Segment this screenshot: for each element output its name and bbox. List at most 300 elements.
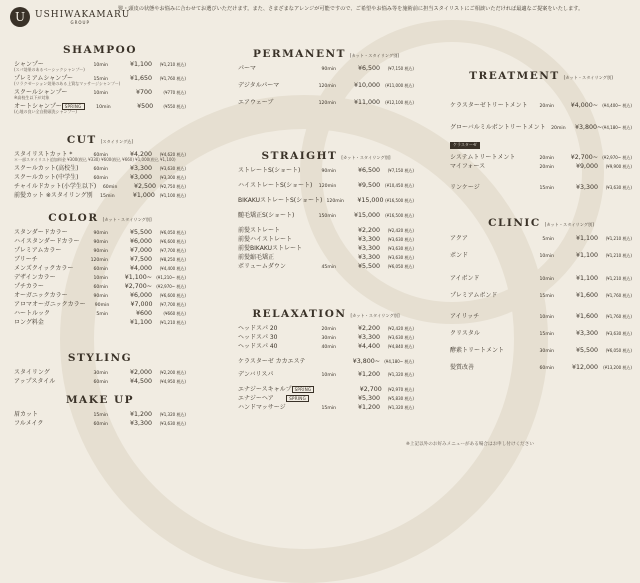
- item-time: 10min: [539, 254, 554, 259]
- item-name: 髄毛矯正S(ショート): [238, 212, 295, 219]
- section-note: [カット・スタイリング別]: [341, 155, 391, 160]
- item-name: 前髪カット ※スタイリング別: [14, 192, 93, 199]
- item-price: ¥7,000: [130, 301, 153, 308]
- item-name: アクア: [450, 235, 468, 242]
- section-title: PERMANENT: [252, 48, 346, 60]
- item-price: ¥3,000: [129, 174, 152, 181]
- item-name: 前髪ハイストレート: [238, 236, 292, 243]
- menu-item: [238, 210, 414, 219]
- item-tax: (¥550 税込): [163, 104, 186, 109]
- item-price: ¥3,800~: [352, 358, 380, 365]
- item-tax: (¥1,320 税込): [387, 405, 414, 410]
- menu-item: [14, 290, 186, 299]
- item-price: ¥1,600: [575, 292, 598, 299]
- item-time: 10min: [93, 276, 108, 281]
- item-tax: (¥11,000 税込): [385, 83, 414, 88]
- section-color: [14, 212, 186, 326]
- section-note: [カット・スタイリング別]: [349, 53, 400, 58]
- menu-item: [238, 332, 414, 341]
- section-clinic: [450, 217, 632, 371]
- section-straight: [238, 150, 414, 270]
- section-note: [スタイリング込]: [100, 139, 134, 144]
- item-time: 120min: [318, 184, 337, 189]
- item-price: ¥3,300: [357, 254, 380, 261]
- menu-item: [450, 122, 632, 131]
- item-tax: (¥7,150 税込): [387, 66, 414, 71]
- item-time: 20min: [321, 327, 336, 332]
- item-name: 前髪縮毛矯正: [238, 254, 275, 261]
- item-price: ¥4,500: [129, 378, 152, 385]
- item-name: スクールシャンプー: [14, 89, 68, 96]
- item-name: エナジースキャルプ: [238, 386, 292, 393]
- item-price: ¥2,700~: [570, 154, 598, 161]
- item-price: ¥2,000: [129, 369, 152, 376]
- item-tax: (¥6,050 税込): [605, 348, 632, 353]
- item-time: 60min: [93, 267, 108, 272]
- item-time: 90min: [93, 240, 108, 245]
- item-time: 15min: [539, 332, 554, 337]
- menu-item: [14, 172, 186, 181]
- item-tax: (¥4,620 税込): [159, 152, 186, 157]
- item-tax: (¥3,630 税込): [387, 335, 414, 340]
- item-price: ¥3,300: [129, 165, 152, 172]
- item-tax: (¥7,150 税込): [387, 168, 414, 173]
- item-name: スタイリストカット *: [14, 151, 73, 158]
- item-price: ¥3,300: [357, 236, 380, 243]
- item-time: 150min: [318, 214, 336, 219]
- item-name: ハイスタンダードカラー: [14, 238, 80, 245]
- item-tax: (¥660 税込): [163, 311, 186, 316]
- menu-item: [238, 402, 414, 411]
- item-tax: (¥1,210 税込): [159, 320, 186, 325]
- item-desc: ＊一部スタイリスト追加料金 ¥300(税込 ¥330) ¥600(税込 ¥660) ¥1,000(税込 ¥1,100): [14, 157, 176, 162]
- item-price: ¥6,500: [357, 65, 380, 72]
- item-tax: (¥1,210 税込): [605, 276, 632, 281]
- item-time: 90min: [93, 231, 108, 236]
- item-name: 前髪ストレート: [238, 227, 281, 234]
- item-tax: (¥4,400 税込): [159, 266, 186, 271]
- item-price: ¥2,500: [134, 183, 157, 190]
- item-name: プレミアムカラー: [14, 247, 62, 254]
- item-name: エアウェーブ: [238, 99, 274, 106]
- item-time: 15min: [539, 294, 554, 299]
- item-tax: (¥3,630 税込): [387, 255, 414, 260]
- item-time: 30min: [93, 371, 108, 376]
- item-tax: (¥4,180~ 税込): [384, 359, 414, 364]
- item-tax: (¥6,050 税込): [159, 230, 186, 235]
- item-price: ¥2,200: [357, 227, 380, 234]
- menu-item: [14, 409, 186, 418]
- item-tax: (¥4,950 税込): [159, 379, 186, 384]
- section-relaxation: [238, 308, 414, 411]
- logo-sub: GROUP: [70, 19, 90, 25]
- item-name: ケラスターゼ カカエステ: [238, 358, 306, 365]
- menu-item: [450, 250, 632, 259]
- section-title: CLINIC: [488, 217, 541, 229]
- item-price: ¥1,100: [129, 61, 152, 68]
- item-tax: (¥6,600 税込): [159, 239, 186, 244]
- item-name: ケラスターゼトリートメント: [450, 102, 528, 109]
- item-time: 90min: [321, 67, 336, 72]
- menu-item: [238, 234, 414, 243]
- logo: [10, 7, 130, 27]
- menu-item: [450, 100, 632, 109]
- item-time: 60min: [93, 285, 108, 290]
- item-price: ¥4,400: [357, 343, 380, 350]
- item-tax: (¥3,630 税込): [159, 166, 186, 171]
- item-price: ¥15,000: [357, 197, 384, 204]
- item-desc: ※高校生以下が対象: [14, 95, 50, 100]
- item-name: ブリーチ: [14, 256, 38, 263]
- item-name: アイリッチ: [450, 313, 480, 320]
- item-tax: (¥2,970 税込): [387, 387, 415, 392]
- item-name: ハートルック: [14, 310, 51, 317]
- section-treatment: [450, 70, 632, 191]
- menu-item: [238, 180, 414, 189]
- item-time: 5min: [96, 312, 108, 317]
- header: [0, 0, 640, 34]
- section-note: [カット・スタイリング別]: [350, 313, 400, 318]
- menu-item: [450, 182, 632, 191]
- intro-text: 髪・頭皮の状態やお悩みに合わせてお選びいただけます。また、さまざまなアレンジが可能ですので、ご希望やお悩み等を施術前に担当スタイリストにご相談いただければ最適なご提案をいたします。: [118, 6, 584, 12]
- section-title: CUT: [66, 134, 97, 146]
- menu-item: [238, 384, 414, 393]
- item-tax: (¥10,450 税込): [385, 183, 414, 188]
- item-time: 120min: [318, 84, 336, 89]
- item-price: ¥700: [135, 89, 152, 96]
- item-name: 眉カット: [14, 411, 38, 418]
- item-tax: (¥4,840 税込): [387, 344, 414, 349]
- item-name: BIKAKUストレートS(ショート): [238, 197, 323, 204]
- item-tax: (¥1,320 税込): [387, 372, 414, 377]
- item-time: 10min: [539, 277, 554, 282]
- item-name: エナジーヘア: [238, 395, 274, 402]
- menu-item: [450, 362, 632, 371]
- menu-item: [450, 152, 632, 161]
- menu-item: [14, 227, 186, 236]
- item-time: 15min: [321, 406, 336, 411]
- item-price: ¥3,300: [129, 420, 152, 427]
- menu-item: [450, 311, 632, 320]
- item-name: システムトリートメント: [450, 154, 516, 161]
- item-name: パーマ: [238, 65, 257, 72]
- section-permanent: [238, 48, 414, 106]
- item-name: ヘッドスパ 40: [238, 343, 278, 350]
- item-tax: (¥1,760 税込): [159, 76, 186, 81]
- item-tax: (¥9,900 税込): [605, 164, 632, 169]
- item-time: 30min: [321, 336, 336, 341]
- item-price: ¥5,500: [575, 347, 598, 354]
- item-name: アロマオーガニックカラー: [14, 301, 86, 308]
- item-name: デジタルパーマ: [238, 82, 280, 89]
- menu-item: [238, 243, 414, 252]
- item-name: プチカラー: [14, 283, 44, 290]
- spring-badge: SPRING: [292, 386, 315, 393]
- item-tax: (¥3,630 税込): [605, 185, 632, 190]
- item-tax: (¥3,630 税込): [605, 331, 632, 336]
- section-title: MAKE UP: [65, 394, 135, 406]
- menu-item: [450, 161, 632, 170]
- item-tax: (¥13,200 税込): [603, 365, 632, 370]
- item-time: 60min: [102, 185, 118, 190]
- menu-item: [14, 263, 186, 272]
- logo-mark: U: [10, 7, 30, 27]
- item-name: ヘッドスパ 30: [238, 334, 278, 341]
- item-time: 15min: [93, 413, 108, 418]
- item-time: 10min: [93, 91, 108, 96]
- section-title: TREATMENT: [469, 70, 560, 82]
- item-name: スクールカット(高校生): [14, 165, 79, 172]
- item-tax: (¥6,050 税込): [387, 264, 414, 269]
- menu-item: [14, 254, 186, 263]
- menu-item: [14, 163, 186, 172]
- item-price: ¥7,000: [129, 247, 152, 254]
- item-tax: (¥3,630 税込): [387, 246, 414, 251]
- item-time: 45min: [321, 265, 336, 270]
- item-time: 15min: [539, 186, 554, 191]
- item-price: ¥1,100: [575, 252, 598, 259]
- item-price: ¥11,000: [353, 99, 380, 106]
- item-name: アイボンド: [450, 275, 480, 282]
- item-tax: (¥2,200 税込): [159, 370, 186, 375]
- item-price: ¥7,500: [129, 256, 152, 263]
- item-name: スタイリング: [14, 369, 50, 376]
- item-price: ¥6,500: [357, 167, 380, 174]
- item-time: 10min: [93, 63, 108, 68]
- item-price: ¥2,700: [359, 386, 382, 393]
- menu-item: [238, 323, 414, 332]
- section-note: [カット・スタイリング別]: [544, 222, 594, 227]
- section-title: RELAXATION: [252, 308, 347, 320]
- menu-item: [14, 281, 186, 290]
- item-tax: (¥1,210 税込): [605, 236, 632, 241]
- item-price: ¥5,500: [357, 263, 380, 270]
- item-tax: (¥2,970~ 税込): [156, 284, 186, 289]
- item-desc: (スパ効果のあるベーシックシャンプー): [14, 67, 85, 72]
- item-tax: (¥8,250 税込): [159, 257, 186, 262]
- item-name: デザインカラー: [14, 274, 56, 281]
- item-price: ¥9,000: [575, 163, 598, 170]
- item-name: 前髪BIKAKUストレート: [238, 245, 302, 252]
- item-name: デンバリスパ: [238, 371, 274, 378]
- item-time: 90min: [93, 294, 108, 299]
- footer-note: ※上記以外のお好みメニューがある場合はお申し付けください: [406, 442, 534, 447]
- item-time: 40min: [321, 345, 336, 350]
- section-note: [カット・スタイリング別]: [563, 75, 613, 80]
- menu-item: [14, 272, 186, 281]
- menu-item: [14, 181, 186, 190]
- menu-item: [450, 290, 632, 299]
- item-name: マイフォース: [450, 163, 486, 170]
- item-name: ロング料金: [14, 319, 44, 326]
- section-styling: [14, 352, 186, 385]
- item-name: プレミアムボンド: [450, 292, 498, 299]
- menu-item: [238, 393, 414, 402]
- item-time: 20min: [551, 126, 566, 131]
- item-time: 20min: [539, 165, 554, 170]
- item-price: ¥6,000: [129, 238, 152, 245]
- item-price: ¥1,650: [129, 75, 152, 82]
- item-name: ストレートS(ショート): [238, 167, 301, 174]
- item-name: フルメイク: [14, 420, 44, 427]
- menu-item: [238, 63, 414, 72]
- item-tax: (¥1,210~ 税込): [156, 275, 186, 280]
- item-tax: (¥6,600 税込): [159, 293, 186, 298]
- section-cut: [14, 134, 186, 199]
- menu-item: [14, 418, 186, 427]
- item-price: ¥5,500: [129, 229, 152, 236]
- item-tax: (¥1,760 税込): [605, 314, 632, 319]
- item-name: スクールカット(中学生): [14, 174, 79, 181]
- item-time: 120min: [326, 199, 344, 204]
- menu-item: [450, 328, 632, 337]
- item-price: ¥3,300: [575, 330, 598, 337]
- item-price: ¥1,100: [575, 275, 598, 282]
- item-time: 20min: [539, 156, 554, 161]
- item-tax: (¥3,300 税込): [159, 175, 186, 180]
- item-tax: (¥1,320 税込): [159, 412, 186, 417]
- spring-badge: SPRING: [286, 395, 309, 402]
- item-price: ¥10,000: [353, 82, 380, 89]
- section-title: COLOR: [48, 212, 99, 224]
- menu-item: [238, 261, 414, 270]
- section-title: STYLING: [67, 352, 133, 364]
- menu-item: [14, 299, 186, 308]
- item-tax: (¥2,970~ 税込): [602, 155, 632, 160]
- item-name: ハイストレートS(ショート): [238, 182, 313, 189]
- item-tax: (¥3,630 税込): [387, 237, 414, 242]
- item-time: 5min: [542, 237, 554, 242]
- menu-item: [238, 165, 414, 174]
- menu-item: [238, 369, 414, 378]
- item-time: 10min: [321, 373, 336, 378]
- item-price: ¥4,000~: [570, 102, 598, 109]
- item-tax: (¥1,210 税込): [159, 62, 186, 67]
- item-tax: (¥16,500 税込): [385, 198, 414, 203]
- menu-item: [238, 356, 414, 365]
- item-name: オートシャンプー: [14, 103, 62, 110]
- item-tax: (¥1,100 税込): [159, 193, 186, 198]
- item-time: 30min: [539, 349, 554, 354]
- item-price: ¥4,000: [129, 265, 152, 272]
- menu-item: [238, 80, 414, 89]
- item-tax: (¥4,400~ 税込): [602, 103, 632, 108]
- item-price: ¥1,100: [575, 235, 598, 242]
- item-time: 60min: [93, 153, 108, 158]
- item-time: 60min: [93, 176, 108, 181]
- item-price: ¥600: [135, 310, 152, 317]
- item-time: 90min: [93, 249, 108, 254]
- item-tax: (¥2,420 税込): [387, 228, 414, 233]
- item-name: スタンダードカラー: [14, 229, 68, 236]
- menu-item: [14, 245, 186, 254]
- item-tax: (¥770 税込): [163, 90, 186, 95]
- item-tax: (¥3,630 税込): [159, 421, 186, 426]
- item-price: ¥2,200: [357, 325, 380, 332]
- item-price: ¥1,200: [357, 404, 380, 411]
- item-price: ¥3,800~: [574, 124, 603, 131]
- spring-badge: SPRING: [62, 103, 85, 110]
- menu-item: [14, 317, 186, 326]
- item-price: ¥1,100~: [124, 274, 152, 281]
- item-time: 15min: [100, 194, 115, 199]
- menu-item: [238, 341, 414, 350]
- item-price: ¥6,000: [129, 292, 152, 299]
- item-price: ¥12,000: [571, 364, 598, 371]
- item-time: 120min: [90, 258, 108, 263]
- item-price: ¥3,300: [575, 184, 598, 191]
- item-time: 20min: [539, 104, 554, 109]
- item-name: 髪質改善: [450, 364, 475, 371]
- logo-text: USHIWAKAMARU: [35, 9, 131, 20]
- item-price: ¥1,000: [132, 192, 155, 199]
- item-tax: (¥12,100 税込): [385, 100, 414, 105]
- item-price: ¥5,300: [357, 395, 380, 402]
- item-desc: (リラクゼーション効果のある上質なマッサージシャンプー): [14, 81, 121, 86]
- item-tax: (¥7,700 税込): [159, 248, 186, 253]
- item-price: ¥15,000: [353, 212, 380, 219]
- item-time: 90min: [94, 303, 110, 308]
- item-price: ¥500: [137, 103, 154, 110]
- item-tax: (¥1,210 税込): [605, 253, 632, 258]
- item-price: ¥1,600: [575, 313, 598, 320]
- item-name: ボンド: [450, 252, 469, 259]
- section-note: [カット・スタイリング別]: [102, 217, 152, 222]
- item-price: ¥1,200: [357, 371, 380, 378]
- menu-item: [14, 367, 186, 376]
- item-time: 120min: [318, 101, 336, 106]
- menu-item: [14, 376, 186, 385]
- item-time: 60min: [93, 422, 108, 427]
- item-tax: (¥5,830 税込): [387, 396, 414, 401]
- item-price: ¥1,200: [129, 411, 152, 418]
- item-time: 60min: [93, 380, 108, 385]
- item-price: ¥4,200: [129, 151, 152, 158]
- menu-item: [238, 195, 414, 204]
- section-shampoo: [14, 44, 186, 115]
- menu-item: [14, 190, 186, 199]
- item-time: 90min: [321, 169, 336, 174]
- item-tax: (¥2,750 税込): [159, 184, 186, 189]
- menu-item: [238, 225, 414, 234]
- item-name: プレミアムシャンプー: [14, 75, 74, 82]
- section-makeup: [14, 394, 186, 427]
- menu-item: [450, 345, 632, 354]
- menu-item: [14, 308, 186, 317]
- section-title: STRAIGHT: [261, 150, 338, 162]
- menu-item: [238, 252, 414, 261]
- item-name: ボリュームダウン: [238, 263, 286, 270]
- item-desc: (心地の良い全自動頭洗シャンプー): [14, 109, 77, 114]
- menu-item: [450, 233, 632, 242]
- item-name: 酵素トリートメント: [450, 347, 504, 354]
- item-tax: (¥2,420 税込): [387, 326, 414, 331]
- item-time: 15min: [93, 77, 108, 82]
- item-tax: (¥4,180~ 税込): [602, 125, 632, 130]
- menu-item: [450, 273, 632, 282]
- item-time: 10min: [96, 105, 111, 110]
- item-price: ¥9,500: [358, 182, 381, 189]
- item-name: リンケージ: [450, 184, 480, 191]
- item-name: ヘッドスパ 20: [238, 325, 278, 332]
- item-name: グローバルミルボントリートメント: [450, 124, 546, 131]
- item-name: シャンプー: [14, 61, 44, 68]
- item-price: ¥3,300: [357, 334, 380, 341]
- item-tax: (¥1,760 税込): [605, 293, 632, 298]
- item-name: チャイルドカット(小学生以下): [14, 183, 97, 190]
- item-time: 10min: [539, 315, 554, 320]
- item-tax: (¥16,500 税込): [385, 213, 414, 218]
